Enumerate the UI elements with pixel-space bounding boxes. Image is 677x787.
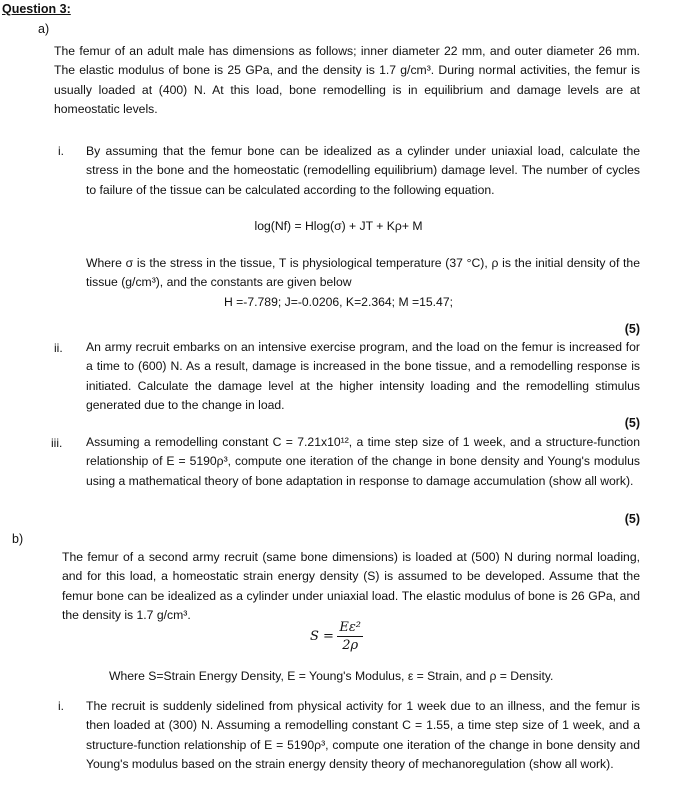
part-a-intro: The femur of an adult male has dimensions as follows; inner diameter 22 mm, and outer diameter 26 mm. The elastic modulus of bone is 25 GPa, and the density is 1.7 g/cm³. During normal activities, the femur is usually loaded at (400) N. At this load, bone remodelling is in equilibrium and damage levels are at homeostatic levels. <box>54 44 640 116</box>
formula-numerator: Eε² <box>339 620 362 635</box>
item-b-i-numeral: i. <box>58 699 64 713</box>
part-b-intro: The femur of a second army recruit (same bone dimensions) is loaded at (500) N during normal loading, and for this load, a homeostatic strain energy density (S) is assumed to be developed. Assume that the femur bone can be idealized as a cylinder under uniaxial load. The elastic modulus of bone is 26 GPa, and the density is 1.7 g/cm³. <box>62 550 640 622</box>
formula-lhs: S = <box>310 629 334 644</box>
item-a-ii-numeral: ii. <box>54 341 63 355</box>
item-a-i-numeral: i. <box>58 144 64 158</box>
item-b-i-text: The recruit is suddenly sidelined from physical activity for 1 week due to an illness, and the femur is then loaded at (300) N. Assuming a remodelling constant C = 1.55, a time step size of 1 week, and a structure-function relationship of E = 5190ρ³, compute one iteration of the change in bone density and Young's modulus based on the strain energy density theory of mechanoregulation (show all work). <box>86 699 640 771</box>
part-b-where: Where S=Strain Energy Density, E = Young's Modulus, ε = Strain, and ρ = Density. <box>109 669 554 683</box>
item-a-iii-marks: (5) <box>624 512 640 526</box>
item-a-iii-text: Assuming a remodelling constant C = 7.21x10¹², a time step size of 1 week, and a structure-function relationship of E = 5190ρ³, compute one iteration of the change in bone density and Young's modulus using a mathematical theory of bone adaptation in response to damage accumulation (show all work). <box>86 435 640 488</box>
formula-fraction <box>337 620 363 653</box>
constants-line: H =-7.789; J=-0.0206, K=2.364; M =15.47; <box>223 295 453 309</box>
part-a-label: a) <box>38 22 50 36</box>
item-a-i-where: Where σ is the stress in the tissue, T is physiological temperature (37 °C), ρ is the initial density of the tissue (g/cm³), and the constants are given below <box>86 256 640 290</box>
item-a-ii-marks: (5) <box>624 416 640 430</box>
item-a-i-marks: (5) <box>624 322 640 336</box>
part-b-label: b) <box>12 532 24 546</box>
strain-energy-formula <box>310 620 363 653</box>
damage-equation: log(Nf) = Hlog(σ) + JT + Kρ+ M <box>254 219 423 233</box>
question-heading: Question 3: <box>2 2 71 16</box>
item-a-i-text: By assuming that the femur bone can be idealized as a cylinder under uniaxial load, calculate the stress in the bone and the homeostatic (remodelling equilibrium) damage level. The number of cycles to failure of the tissue can be calculated according to the following equation. <box>86 144 640 197</box>
formula-denominator: 2ρ <box>342 638 359 653</box>
item-a-iii-numeral: iii. <box>51 436 63 450</box>
item-a-ii-text: An army recruit embarks on an intensive exercise program, and the load on the femur is increased for a time to (600) N. As a result, damage is increased in the bone tissue, and a remodelling response is initiated. Calculate the damage level at the higher intensity loading and the remodelling stimulus generated due to the change in load. <box>86 340 640 412</box>
